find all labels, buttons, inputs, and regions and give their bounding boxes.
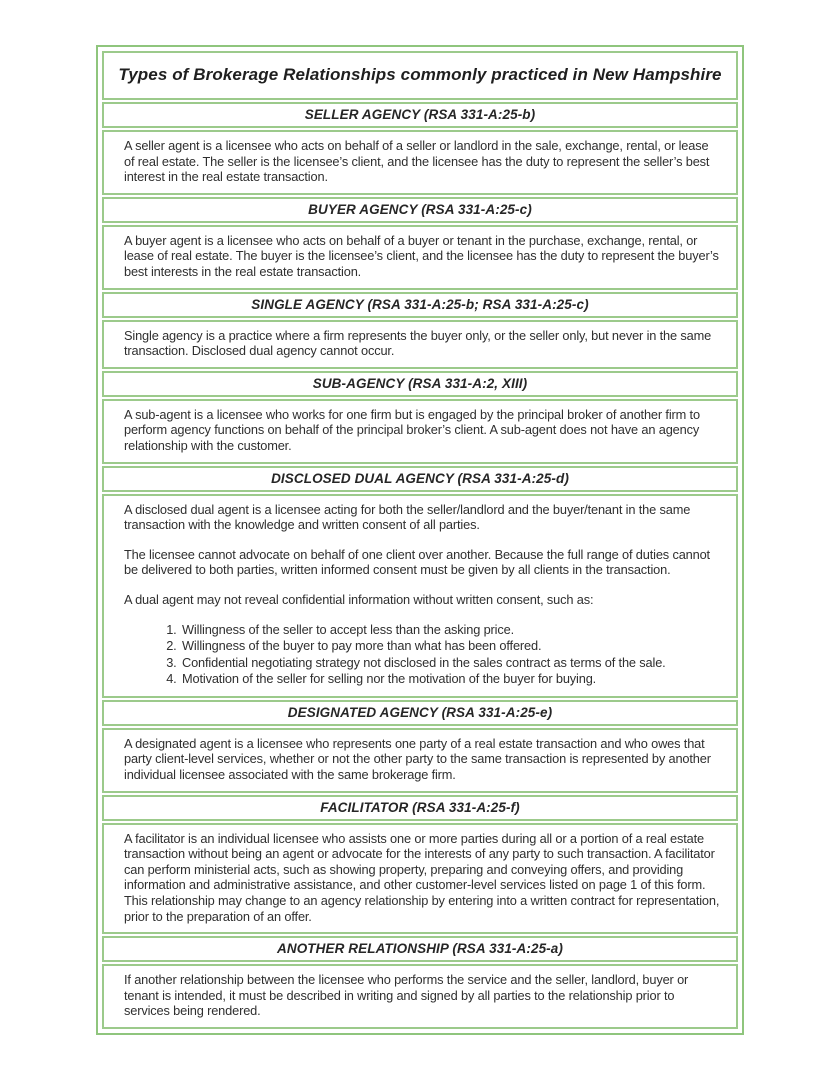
list-item: 3. Confidential negotiating strategy not disclosed in the sales contract as terms of the sale. — [180, 655, 722, 671]
paragraph: A seller agent is a licensee who acts on behalf of a seller or landlord in the sale, exchange, rental, or lease of real estate. The seller is the licensee’s client, and the licensee has the duty to represent the seller’s best interest in the real estate transaction. — [124, 138, 710, 185]
section-body — [102, 320, 738, 369]
section-body — [102, 225, 738, 290]
section-body — [102, 494, 738, 698]
section-heading: DISCLOSED DUAL AGENCY (RSA 331-A:25-d) — [102, 466, 738, 492]
document-title: Types of Brokerage Relationships commonly practiced in New Hampshire — [118, 65, 722, 84]
section-body — [102, 399, 738, 464]
paragraph: If another relationship between the licensee who performs the service and the seller, landlord, buyer or tenant is intended, it must be described in writing and signed by all parties to the relationship prior to services being rendered. — [124, 972, 689, 1019]
paragraph: A dual agent may not reveal confidential information without written consent, such as: — [124, 591, 594, 607]
section-heading: DESIGNATED AGENCY (RSA 331-A:25-e) — [102, 700, 738, 726]
section-body — [102, 823, 738, 935]
section-heading: SINGLE AGENCY (RSA 331-A:25-b; RSA 331-A:25-c) — [102, 292, 738, 318]
section-heading: ANOTHER RELATIONSHIP (RSA 331-A:25-a) — [102, 936, 738, 962]
paragraph: Single agency is a practice where a firm represents the buyer only, or the seller only, but never in the same transaction. Disclosed dual agency cannot occur. — [124, 327, 712, 359]
paragraph: A designated agent is a licensee who represents one party of a real estate transaction and who owes that party client-level services, whether or not the other party to the same transaction is represented by another individual licensee associated with the same brokerage firm. — [124, 735, 711, 783]
numbered-list — [124, 622, 722, 687]
section-heading: FACILITATOR (RSA 331-A:25-f) — [102, 795, 738, 821]
paragraph: A buyer agent is a licensee who acts on behalf of a buyer or tenant in the purchase, exchange, rental, or lease of real estate. The buyer is the licensee’s client, and the licensee has the duty to represent the buyer’s best interests in the real estate transaction. — [124, 232, 719, 279]
paragraph: A disclosed dual agent is a licensee acting for both the seller/landlord and the buyer/tenant in the same transaction with the knowledge and written consent of all parties. — [124, 501, 691, 533]
list-item: 4. Motivation of the seller for selling nor the motivation of the buyer for buying. — [180, 671, 722, 687]
document-frame — [96, 45, 744, 1035]
document-title-box — [102, 51, 738, 100]
paragraph: A facilitator is an individual licensee who assists one or more parties during all or a portion of a real estate transaction without being an agent or advocate for the interests of any party to such transaction. A facilitator can perform ministerial acts, such as showing property, preparing and conveying offers, and providing information and administrative assistance, and other customer-level services listed on page 1 of this form. This relationship may change to an agency relationship by entering into a written contract for representation, prior to the preparation of an offer. — [124, 830, 720, 924]
section-heading: SELLER AGENCY (RSA 331-A:25-b) — [102, 102, 738, 128]
section-body — [102, 728, 738, 793]
paragraph: The licensee cannot advocate on behalf of one client over another. Because the full range of duties cannot be delivered to both parties, written informed consent must be given by all clients in the transaction. — [124, 546, 710, 578]
list-item: 1. Willingness of the seller to accept less than the asking price. — [180, 622, 722, 638]
section-body — [102, 130, 738, 195]
paragraph: A sub-agent is a licensee who works for one firm but is engaged by the principal broker of another firm to perform agency functions on behalf of the principal broker’s client. A sub-agent does not have an agency relationship with the customer. — [124, 406, 700, 453]
section-body — [102, 964, 738, 1029]
section-heading: SUB-AGENCY (RSA 331-A:2, XIII) — [102, 371, 738, 397]
section-heading: BUYER AGENCY (RSA 331-A:25-c) — [102, 197, 738, 223]
list-item: 2. Willingness of the buyer to pay more than what has been offered. — [180, 638, 722, 654]
